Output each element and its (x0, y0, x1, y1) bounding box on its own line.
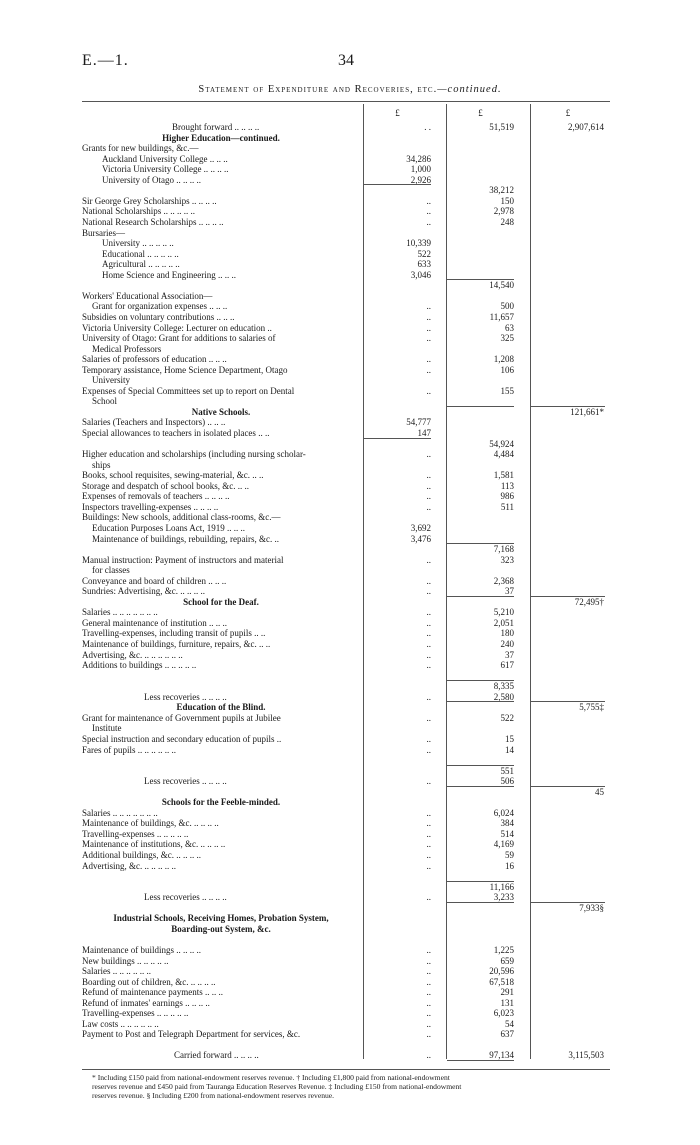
leader-dots: .. .. .. .. (232, 122, 260, 132)
row-label: Higher education and scholarships (including nursing scholar- (82, 449, 306, 460)
subtotal-rule (447, 279, 514, 280)
amount-c1: .. (426, 1008, 431, 1019)
row-label: Subsidies on voluntary contributions .. .. .. (82, 311, 235, 322)
subtotal-rule (530, 406, 605, 407)
amount-c2: 291 (500, 987, 514, 998)
amount-c1: .. (426, 966, 431, 976)
amount-c2: 14,540 (489, 280, 514, 291)
row-label: University of Otago .. .. .. .. (102, 174, 201, 185)
amount-c1: .. (426, 776, 431, 787)
amount-c2: 113 (500, 480, 514, 491)
amount-c2: 2,368 (493, 575, 514, 586)
leader-dots: .. (272, 533, 279, 544)
amount-c1: 3,476 (410, 533, 431, 544)
row-label: Grant for organization expenses .. .. .. (92, 301, 228, 312)
row-label: Travelling-expenses .. .. .. .. .. (82, 828, 189, 839)
subtotal-rule (530, 902, 605, 903)
row-label: Less recoveries .. .. .. .. (144, 776, 227, 787)
subtotal-rule (530, 786, 605, 787)
row-label: Salaries .. .. .. .. .. .. .. (82, 807, 158, 818)
amount-c1: .. (426, 449, 431, 460)
row-label: Salaries .. .. .. .. .. .. (82, 966, 151, 976)
amount-c2: 38,212 (489, 185, 514, 196)
amount-c2: 106 (500, 364, 514, 375)
row-label: Conveyance and board of children .. .. .. (82, 575, 227, 586)
amount-c3: 45 (595, 786, 604, 797)
leader-dots: .. .. .. .. .. (142, 860, 176, 871)
row-label: for classes (92, 565, 130, 576)
amount-c2: 511 (500, 501, 514, 512)
amount-c2: 6,023 (493, 1008, 514, 1019)
amount-c1: .. (426, 850, 431, 860)
section-heading: Industrial Schools, Receiving Homes, Probation System, (113, 913, 329, 924)
leader-dots: .. .. .. (214, 311, 235, 322)
row-label: Institute (92, 723, 122, 734)
amount-c2: 986 (500, 491, 514, 502)
leader-dots: .. .. (255, 428, 270, 438)
amount-c1: .. (426, 470, 431, 481)
subtotal-rule (530, 596, 605, 597)
row-label: Storage and despatch of school books, &c. .. .. (82, 480, 249, 491)
row-label: Salaries of professors of education .. .. .. (82, 354, 227, 365)
subtotal-rule (447, 786, 514, 787)
subtotal-rule (447, 406, 514, 407)
leader-dots: .. .. .. (206, 354, 227, 365)
section-heading: Higher Education—continued. (162, 132, 280, 143)
row-label: Travelling-expenses .. .. .. .. .. (82, 1008, 189, 1019)
leader-dots: .. .. .. .. .. .. (110, 966, 151, 976)
section-heading: Schools for the Feeble-minded. (161, 797, 281, 808)
amount-c2: 20,596 (489, 966, 514, 976)
row-label: Books, school requisites, sewing-material, &c. .. .. (82, 470, 264, 481)
leader-dots: .. .. .. .. .. .. .. (110, 807, 158, 818)
amount-c2: 63 (505, 322, 514, 333)
amount-c1: .. (426, 311, 431, 322)
row-label: Refund of inmates' earnings .. .. .. .. (82, 997, 210, 1008)
amount-c2: 1,225 (493, 944, 514, 955)
amount-c1: 54,777 (406, 417, 431, 428)
row-label: Maintenance of buildings, rebuilding, repairs, &c. .. (92, 533, 279, 544)
amount-c2: 637 (500, 1029, 514, 1040)
bottom-rule (82, 1069, 610, 1070)
amount-c2: 384 (500, 818, 514, 829)
row-label: School (92, 396, 118, 407)
row-label: Maintenance of institutions, &c. .. .. .. .. (82, 839, 226, 850)
row-label: Special allowances to teachers in isolated places .. .. (82, 428, 270, 438)
row-label: Sundries: Advertising, &c. .. .. .. .. (82, 586, 205, 597)
leader-dots: .. .. .. (202, 987, 223, 998)
leader-dots: .. .. .. (206, 617, 227, 628)
subtotal-rule (447, 1060, 514, 1061)
amount-c1: .. (426, 639, 431, 649)
leader-dots: .. (265, 322, 272, 333)
row-label: Refund of maintenance payments .. .. .. (82, 987, 223, 998)
amount-c1: .. (426, 987, 431, 998)
amount-c1: .. (426, 712, 431, 723)
title-continued: —continued. (437, 84, 502, 95)
row-label: Travelling-expenses, including transit of pupils .. .. (82, 628, 266, 639)
amount-c2: 1,581 (493, 470, 514, 481)
amount-c1: .. (426, 660, 431, 671)
amount-c1: .. (426, 1018, 431, 1029)
section-heading: Native Schools. (191, 406, 251, 417)
amount-c3: 72,495† (574, 596, 604, 607)
amount-c1: .. (426, 744, 431, 755)
row-label: Medical Professors (92, 343, 162, 354)
row-label: Carried forward .. .. .. .. (174, 1050, 259, 1061)
amount-c1: .. (426, 892, 431, 903)
amount-c2: 131 (500, 997, 514, 1008)
section-heading: School for the Deaf. (183, 596, 259, 607)
row-label: Agricultural .. .. .. .. .. (102, 259, 180, 270)
amount-c1: .. (426, 364, 431, 375)
leader-dots: .. .. .. .. (178, 586, 205, 597)
amount-c1: 633 (417, 259, 431, 270)
subtotal-rule (447, 902, 514, 903)
row-label: Inspectors travelling-expenses .. .. .. .. (82, 501, 219, 512)
row-label: University (92, 375, 130, 386)
leader-dots: .. .. .. .. .. .. .. (110, 607, 158, 618)
leader-dots: .. .. .. .. .. (140, 238, 174, 249)
amount-c1: .. (426, 301, 431, 312)
amount-c2: 11,657 (489, 311, 514, 322)
amount-c1: .. (426, 554, 431, 565)
leader-dots: .. .. .. .. (191, 501, 219, 512)
row-label: Advertising, &c. .. .. .. .. .. (82, 860, 176, 871)
amount-c2: 325 (500, 333, 514, 343)
amount-c1: .. (426, 586, 431, 597)
leader-dots: .. .. .. .. .. (154, 828, 189, 839)
amount-c1: .. (426, 480, 431, 491)
amount-c2: 11,166 (489, 881, 514, 892)
amount-c1: .. (426, 501, 431, 512)
amount-c1: .. (426, 860, 431, 871)
amount-c2: 248 (500, 216, 514, 227)
amount-c1: 10,339 (406, 238, 431, 249)
leader-dots: .. .. .. .. .. (144, 248, 179, 259)
leader-dots: .. .. .. .. .. .. (142, 649, 183, 660)
amount-c2: 16 (505, 860, 514, 871)
amount-c2: 14 (505, 744, 514, 755)
amount-c2: 7,168 (493, 544, 514, 554)
amount-c1: .. (426, 997, 431, 1008)
amount-c2: 37 (505, 649, 514, 660)
amount-c2: 59 (505, 850, 514, 860)
leader-dots: .. .. .. (205, 417, 226, 428)
leader-dots: .. .. .. (208, 164, 229, 175)
amount-c2: 15 (505, 733, 514, 744)
amount-c2: 617 (500, 660, 514, 671)
amount-c1: .. (426, 354, 431, 365)
leader-dots: .. (263, 639, 271, 649)
leader-dots: .. .. .. (224, 522, 245, 533)
footnote-line: * Including £150 paid from national-endowment reserves revenue. † Including £1,800 paid from national-endowment (92, 1073, 450, 1082)
amount-c2: 240 (500, 639, 514, 649)
footnotes (92, 1073, 607, 1100)
amount-c2: 4,169 (493, 839, 514, 850)
amount-c1: .. (426, 733, 431, 744)
amount-c1: .. (426, 617, 431, 628)
row-label: Sir George Grey Scholarships .. .. .. .. (82, 195, 217, 206)
leader-dots: .. .. .. .. (199, 776, 227, 787)
row-label: Education Purposes Loans Act, 1919 .. .. .. (92, 522, 245, 533)
row-label: Bursaries— (82, 227, 125, 238)
amount-c2: 3,233 (493, 892, 514, 903)
leader-dots: .. .. (249, 470, 264, 481)
row-label: New buildings .. .. .. .. .. (82, 955, 169, 966)
amount-c1: 34,286 (406, 153, 431, 164)
footnote-line: reserves revenue. § Including £200 from national-endowment reserves revenue. (92, 1091, 335, 1100)
row-label: Salaries .. .. .. .. .. .. .. (82, 607, 158, 618)
row-label: Temporary assistance, Home Science Department, Otago (82, 364, 288, 375)
document-title (0, 84, 700, 95)
amount-c1: .. (426, 628, 431, 639)
row-label: Workers' Educational Association— (82, 290, 213, 301)
row-label: Expenses of Special Committees set up to report on Dental (82, 385, 295, 396)
amount-c1: .. (426, 195, 431, 206)
section-heading: Education of the Blind. (176, 702, 266, 713)
leader-dots: .. .. .. .. (191, 818, 219, 829)
leader-dots: .. .. .. .. (169, 660, 197, 671)
amount-c2: 67,518 (489, 976, 514, 987)
page-number: 34 (338, 52, 354, 69)
row-label: Victoria University College: Lecturer on education .. (82, 322, 272, 333)
row-label: Additions to buildings .. .. .. .. .. (82, 660, 197, 671)
amount-c2: 2,978 (493, 206, 514, 217)
leader-dots: .. .. .. (205, 575, 227, 586)
leader-dots: .. .. .. .. (182, 997, 210, 1008)
amount-c1: 1,000 (410, 164, 431, 175)
leader-dots: .. .. .. (204, 839, 226, 850)
row-label: Payment to Post and Telegraph Department for services, &c. (82, 1029, 301, 1040)
row-label: National Scholarships .. .. .. .. .. (82, 206, 195, 217)
row-label: Advertising, &c. .. .. .. .. .. .. (82, 649, 183, 660)
row-label: Boarding out of children, &c. .. .. .. .. (82, 976, 216, 987)
leader-dots: .. .. .. (215, 269, 236, 280)
row-label: Salaries (Teachers and Inspectors) .. .. .. (82, 417, 226, 428)
amount-c3: 7,933§ (579, 902, 604, 913)
row-label: Expenses of removals of teachers .. .. .. .. (82, 491, 230, 502)
amount-c1: 522 (417, 248, 431, 259)
leader-dots: .. .. .. (203, 216, 224, 227)
row-label: Grant for maintenance of Government pupils at Jubilee (82, 712, 281, 723)
top-rule (82, 101, 610, 102)
leader-dots: .. .. .. .. .. (146, 259, 180, 270)
amount-c1: .. (426, 575, 431, 586)
row-label: Manual instruction: Payment of instructors and material (82, 554, 284, 565)
amount-c2: 506 (500, 776, 514, 787)
leader-dots: .. .. .. .. (188, 976, 216, 987)
leader-dots: .. .. .. .. (174, 850, 201, 860)
subtotal-rule (447, 765, 514, 766)
row-label: ships (92, 459, 111, 470)
amount-c2: 5,210 (493, 607, 514, 618)
amount-c1: .. (426, 955, 431, 966)
row-label: Less recoveries .. .. .. .. (144, 691, 227, 702)
leader-dots: .. .. .. .. (199, 892, 227, 903)
row-label: Auckland University College .. .. .. (102, 153, 228, 164)
subtotal-rule (447, 680, 514, 681)
amount-c2: 54 (505, 1018, 514, 1029)
currency-symbol: £ (478, 108, 483, 118)
amount-c2: 323 (500, 554, 514, 565)
amount-c2: 37 (505, 586, 514, 597)
amount-c1: .. (426, 976, 431, 987)
row-label: Less recoveries .. .. .. .. (144, 892, 227, 903)
amount-c1: 2,926 (410, 174, 431, 185)
amount-c1: .. (426, 322, 431, 333)
amount-c2: 659 (500, 955, 514, 966)
amount-c1: 3,692 (410, 522, 431, 533)
subtotal-rule (530, 701, 605, 702)
amount-c2: 514 (500, 828, 514, 839)
amount-c1: .. (426, 1029, 431, 1040)
row-label: Law costs .. .. .. .. .. .. (82, 1018, 159, 1029)
row-label: University of Otago: Grant for additions to salaries of (82, 333, 276, 343)
amount-c2: 4,484 (493, 449, 514, 460)
row-label: Additional buildings, &c. .. .. .. .. (82, 850, 201, 860)
amount-c1: .. (426, 333, 431, 343)
currency-symbol: £ (565, 108, 571, 118)
amount-c3: 121,661* (570, 406, 604, 417)
amount-c1: .. (426, 206, 431, 217)
leader-dots: .. .. .. .. (231, 1050, 259, 1061)
subtotal-rule (447, 701, 514, 702)
amount-c3: 5,755‡ (579, 702, 604, 713)
amount-c2: 8,335 (493, 681, 514, 692)
row-label: Maintenance of buildings, &c. .. .. .. .. (82, 818, 219, 829)
amount-c2: 150 (500, 195, 514, 206)
row-label: Victoria University College .. .. .. .. (102, 164, 229, 175)
leader-dots: .. .. .. .. .. (154, 1008, 189, 1019)
amount-c2: 500 (500, 301, 514, 312)
amount-c1: .. (426, 649, 431, 660)
amount-c1: . . (424, 122, 431, 132)
row-label: Special instruction and secondary education of pupils .. (82, 733, 282, 744)
amount-c2: 51,519 (489, 122, 514, 132)
amount-c1: .. (426, 828, 431, 839)
leader-dots: .. .. .. (207, 301, 228, 312)
subtotal-rule (364, 438, 431, 439)
subtotal-rule (447, 596, 514, 597)
amount-c1: .. (426, 807, 431, 818)
section-code: E.—1. (82, 52, 129, 69)
leader-dots: .. .. (235, 480, 249, 491)
amount-c2: 54,924 (489, 438, 514, 449)
amount-c1: .. (426, 491, 431, 502)
amount-c1: .. (426, 944, 431, 955)
leader-dots: .. .. .. .. (174, 174, 201, 185)
row-label: Brought forward .. .. .. .. (172, 122, 260, 132)
amount-c2: 2,051 (493, 617, 514, 628)
amount-c2: 6,024 (493, 807, 514, 818)
amount-c1: 3,046 (410, 269, 431, 280)
row-label: National Research Scholarships .. .. .. .. (82, 216, 224, 227)
leader-dots: .. .. .. .. .. (134, 955, 169, 966)
leader-dots: .. .. .. .. (168, 206, 195, 217)
row-label: Maintenance of buildings .. .. .. .. (82, 944, 201, 955)
amount-c2: 180 (500, 628, 514, 639)
subtotal-rule (447, 881, 514, 882)
amount-c1: .. (426, 691, 431, 702)
amount-c2: 97,134 (489, 1050, 514, 1061)
leader-dots: .. .. .. .. .. (142, 744, 176, 755)
leader-dots: .. .. .. .. (173, 944, 201, 955)
amount-c3: 2,907,614 (568, 122, 604, 132)
amount-c1: .. (426, 607, 431, 618)
amount-c2: 2,580 (493, 691, 514, 702)
leader-dots: .. .. .. .. (199, 691, 227, 702)
amount-c1: .. (426, 818, 431, 829)
row-label: University .. .. .. .. .. (102, 238, 174, 249)
currency-header-row (0, 108, 700, 120)
amount-c2: 522 (500, 712, 514, 723)
amount-c2: 155 (500, 385, 514, 396)
leader-dots: .. .. .. (209, 491, 230, 502)
row-label: Grants for new buildings, &c.— (82, 143, 199, 154)
leader-dots: .. (274, 733, 282, 744)
amount-c1: .. (426, 839, 431, 850)
amount-c1: .. (426, 216, 431, 227)
amount-c2: 551 (500, 765, 514, 776)
title-main: Statement of Expenditure and Recoveries, etc. (198, 84, 438, 95)
row-label: General maintenance of institution .. .. .. (82, 617, 227, 628)
row-label: Fares of pupils .. .. .. .. .. .. (82, 744, 176, 755)
leader-dots: .. .. .. (207, 153, 228, 164)
ledger-row (0, 1050, 700, 1062)
amount-c1: .. (426, 385, 431, 396)
subtotal-rule (447, 543, 514, 544)
amount-c1: .. (426, 1050, 431, 1061)
currency-symbol: £ (395, 108, 400, 118)
row-label: Buildings: New schools, additional class-rooms, &c.— (82, 512, 281, 523)
leader-dots: .. .. .. .. .. .. (118, 1018, 159, 1029)
row-label: Educational .. .. .. .. .. (102, 248, 179, 259)
leader-dots: .. .. .. .. (189, 195, 217, 206)
amount-c2: 1,208 (493, 354, 514, 365)
leader-dots: .. .. (251, 628, 266, 639)
amount-c3: 3,115,503 (568, 1050, 604, 1061)
section-heading: Boarding-out System, &c. (171, 923, 271, 934)
row-label: Maintenance of buildings, furniture, repairs, &c. .. .. (82, 639, 271, 649)
footnote-line: reserves revenue and £450 paid from Tauranga Education Reserves Revenue. ‡ Including £150 from national-endowment (92, 1082, 462, 1091)
subtotal-rule (364, 184, 431, 185)
row-label: Home Science and Engineering .. .. .. (102, 269, 236, 280)
amount-c1: 147 (417, 428, 431, 438)
